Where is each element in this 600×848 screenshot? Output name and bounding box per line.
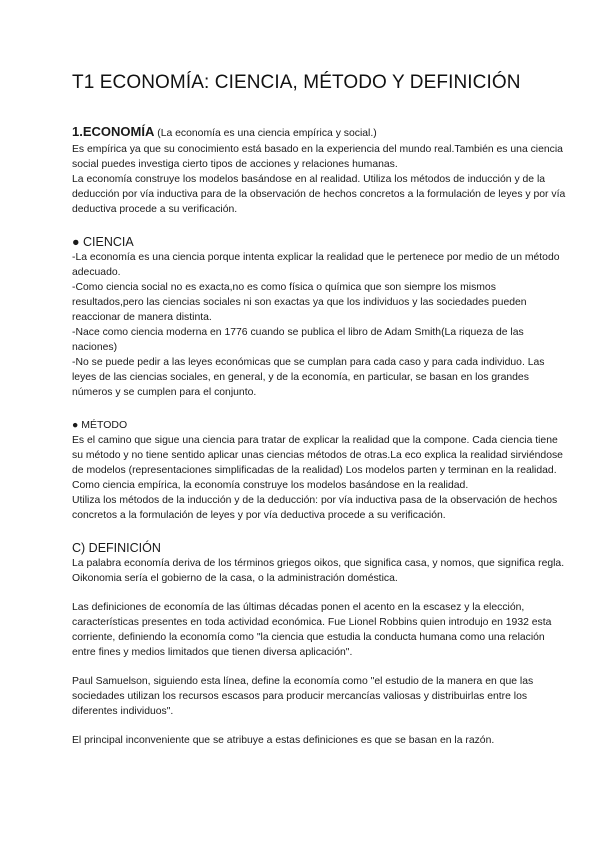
document-body — [72, 124, 568, 748]
paragraph: La economía construye los modelos basándose en al realidad. Utiliza los métodos de inducción y de la deducción por vía inductiva para de la observación de hechos concretos a la formulación de leyes y por vía deductiva procede a su verificación. — [72, 174, 566, 215]
paragraph: El principal inconveniente que se atribuye a estas definiciones es que se basan en la razón. — [72, 735, 495, 746]
section-heading-definicion: C) DEFINICIÓN — [72, 541, 161, 555]
section-heading-ciencia: ● CIENCIA — [72, 235, 134, 249]
paragraph: Utiliza los métodos de la inducción y de la deducción: por vía inductiva pasa de la observación de hechos concretos a la formulación de leyes y por vía deductiva procede a su verificación. — [72, 495, 558, 521]
section-heading-economia — [72, 124, 568, 142]
section-definicion — [72, 540, 568, 748]
paragraph: -La economía es una ciencia porque intenta explicar la realidad que le pertenece por medio de un método adecuado. — [72, 252, 560, 278]
section-heading-metodo: ● MÉTODO — [72, 419, 128, 431]
paragraph: -Como ciencia social no es exacta,no es como física o química que son siempre los mismos resultados,pero las ciencias sociales ni son exactas ya que los individuos y las sociedades pueden reaccionar de manera distinta. — [72, 282, 527, 323]
heading-subtitle: (La economía es una ciencia empírica y social.) — [154, 128, 377, 139]
section-economia — [72, 124, 568, 217]
paragraph: Es el camino que sigue una ciencia para tratar de explicar la realidad que la compone. Cada ciencia tiene su método y no tiene sentido aplicar unas ciencias métodos de otras.La eco explica la realidad sirviéndose de modelos (representaciones simplificadas de la realidad) Los modelos parten y terminan en la realidad. — [72, 435, 563, 476]
heading-bold: 1.ECONOMÍA — [72, 124, 155, 139]
paragraph: Es empírica ya que su conocimiento está basado en la experiencia del mundo real.También es una ciencia social puedes investiga cierto tipos de acciones y relaciones humanas. — [72, 144, 563, 170]
paragraph: Las definiciones de economía de las últimas décadas ponen el acento en la escasez y la elección, características presentes en toda actividad económica. Fue Lionel Robbins quien introdujo en 1932 esta corriente, definiendo la economía como "la ciencia que estudia la conducta humana como una relación entre fines y medios limitados que tienen diversa aplicación". — [72, 602, 552, 658]
paragraph: Como ciencia empírica, la economía construye los modelos basándose en la realidad. — [72, 480, 469, 491]
paragraph: -No se puede pedir a las leyes económicas que se cumplan para cada caso y para cada individuo. Las leyes de las ciencias sociales, en general, y de la economía, en particular, se basan en los grandes números y se cumplen para el conjunto. — [72, 357, 545, 398]
paragraph: -Nace como ciencia moderna en 1776 cuando se publica el libro de Adam Smith(La riqueza de las naciones) — [72, 327, 524, 353]
page-title: T1 ECONOMÍA: CIENCIA, MÉTODO Y DEFINICIÓN — [72, 72, 521, 93]
paragraph: La palabra economía deriva de los términos griegos oikos, que significa casa, y nomos, que significa regla. Oikonomia sería el gobierno de la casa, o la administración doméstica. — [72, 558, 565, 584]
paragraph: Paul Samuelson, siguiendo esta línea, define la economía como "el estudio de la manera en que las sociedades utilizan los recursos escasos para producir mercancías valiosas y distribuirlas entre los diferentes individuos". — [72, 676, 534, 717]
section-ciencia — [72, 234, 568, 400]
section-metodo — [72, 417, 568, 523]
